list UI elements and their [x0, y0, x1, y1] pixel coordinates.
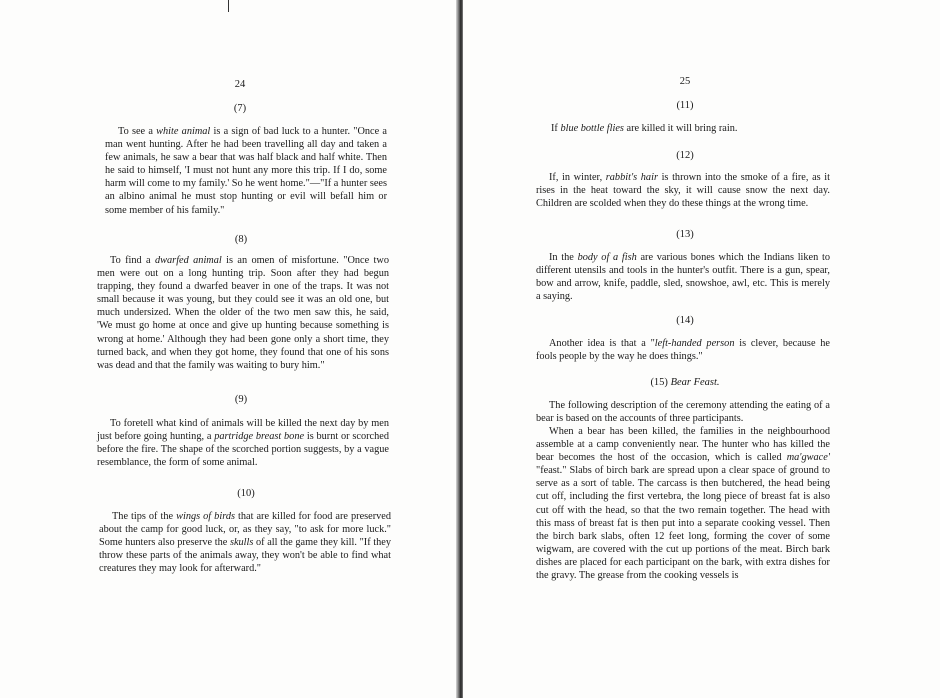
section-paragraph: When a bear has been killed, the families in the neighbourhood assemble at a camp conveniently near. The hunter who has killed the bear becomes the host of the occasion, which is called ma'gwace' "feast." Slabs of birch bark are spread upon a clear space of ground to serve as a sort of table. The carcass is then butchered, the head being cut off, including the first vertebra, the long piece of breast fat is also cut off with the head, so that the two remain together. The head with this mass of breast fat is then put into a separate cooking vessel. Then the birch bark slabs, often 12 feet long, forming the cover of some wigwam, are covered with the cut up portions of the meat. Birch bark dishes are placed for each participant on the bark, with extra dishes for the gravy. The grease from the cooking vessels is [536, 426, 830, 582]
section-paragraph: To find a dwarfed animal is an omen of misfortune. "Once two men were out on a long hunting trip. Soon after they had begun trapping, they found a dwarfed beaver in one of the traps. It was not small because it was young, but they could see it was an old one, but much undersized. When the older of the two men saw this, he said, 'We must go home at once and give up hunting because something is wrong at home.' Although they had been gone only a short time, they turned back, and when they got home, they found that one of his sons was dead and that the family was waiting to bury him." [97, 255, 389, 371]
heading-title: Bear Feast. [670, 377, 720, 388]
section-heading: (8) [234, 234, 248, 245]
section-heading: (13) [676, 229, 694, 240]
section-heading: (9) [234, 394, 248, 405]
section-paragraph: If, in winter, rabbit's hair is thrown into the smoke of a fire, as it rises in the heat toward the sky, it will cause snow the next day. Children are scolded when they do these things at the wrong time. [536, 172, 830, 210]
section-paragraph: To foretell what kind of animals will be killed the next day by men just before going hunting, a partridge breast bone is burnt or scorched before the fire. The shape of the scorched portion suggests, by a vague resemblance, the form of some animal. [97, 418, 389, 469]
section-paragraph: In the body of a fish are various bones which the Indians liken to different utensils and tools in the hunter's outfit. There is a gun, spear, bow and arrow, knife, paddle, sled, snowshoe, awl, etc. This is merely a saying. [536, 252, 830, 303]
emphasis-text: skulls [229, 537, 254, 549]
emphasis-text: white animal [156, 126, 211, 137]
page-number: 24 [234, 79, 246, 90]
emphasis-text: rabbit's hair [605, 172, 658, 183]
page-mark [228, 0, 229, 12]
section-heading: (7) [233, 103, 247, 114]
section-heading: (15) Bear Feast. [650, 377, 720, 388]
emphasis-text: wings of birds [176, 511, 235, 522]
emphasis-text: ma'gwace' [786, 452, 830, 464]
section-paragraph: If blue bottle flies are killed it will bring rain. [551, 123, 738, 134]
section-heading: (11) [676, 100, 694, 111]
left-page [0, 0, 458, 698]
section-heading: (14) [676, 315, 694, 326]
emphasis-text: left-handed person [654, 338, 735, 349]
emphasis-text: dwarfed animal [155, 255, 222, 266]
page-number: 25 [679, 76, 691, 87]
section-heading: (10) [237, 488, 255, 499]
section-paragraph: Another idea is that a "left-handed person is clever, because he fools people by the way he does things." [536, 338, 830, 363]
emphasis-text: partridge breast bone [214, 431, 305, 443]
section-heading: (12) [676, 150, 694, 161]
emphasis-text: body of a fish [577, 252, 637, 263]
right-page [463, 0, 940, 698]
emphasis-text: blue bottle flies [560, 123, 624, 134]
section-paragraph: The following description of the ceremony attending the eating of a bear is based on the accounts of three participants. [536, 400, 830, 425]
section-paragraph: To see a white animal is a sign of bad luck to a hunter. "Once a man went hunting. After he had been travelling all day and taken a few animals, he saw a bear that was half black and half white. Then he said to himself, 'I must not hunt any more this trip. If I do, some harm will come to my family.' So he went home."—"If a hunter sees an albino animal he must stop hunting or evil will befall him or some member of his family." [105, 126, 387, 216]
section-paragraph: The tips of the wings of birds that are killed for food are preserved about the camp for good luck, or, as they say, "to ask for more luck." Some hunters also preserve the skulls of all the game they kill. "If they throw these parts of the animals away, they won't be able to find what creatures they may look for afterward." [99, 511, 392, 575]
